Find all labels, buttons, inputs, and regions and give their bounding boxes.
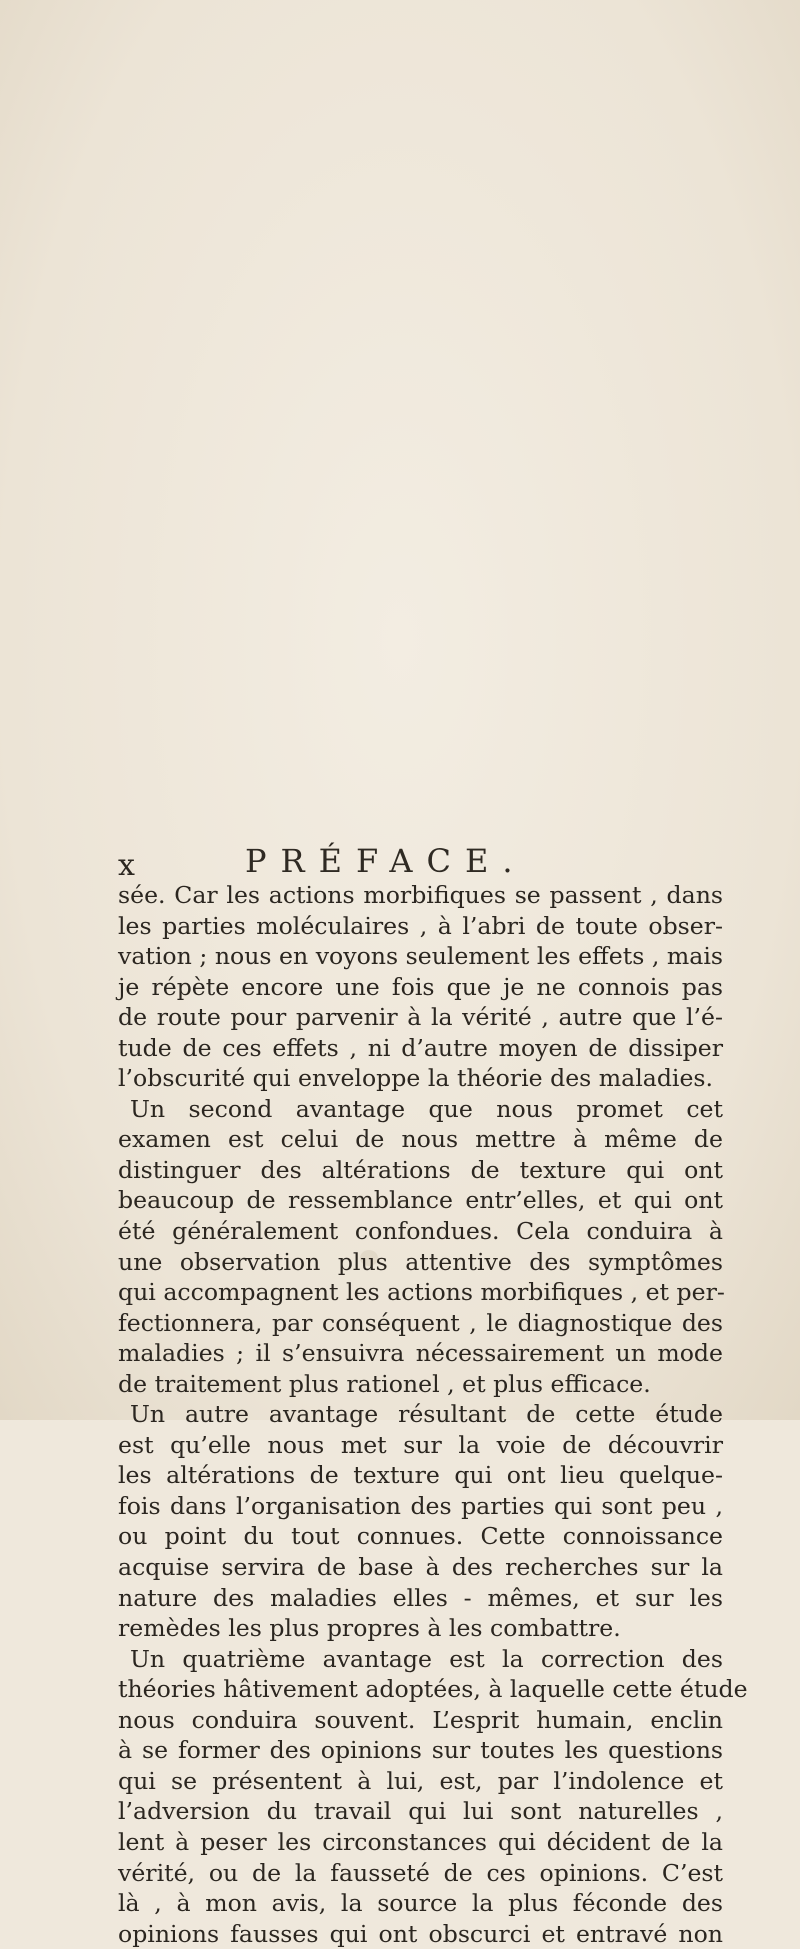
text-line: été généralement confondues. Cela conduira à [118,1217,723,1246]
text-line: lent à peser les circonstances qui décident de la [118,1827,723,1856]
text-line: à se former des opinions sur toutes les questions [118,1736,723,1765]
text-line: distinguer des altérations de texture qui ont [118,1155,723,1184]
text-line: là , à mon avis, la source la plus féconde des [118,1889,723,1918]
text-line: beaucoup de ressemblance entr’elles, et qui ont [118,1186,723,1215]
text-line: ou point du tout connues. Cette connoissance [118,1522,723,1551]
text-line: remèdes les plus propres à les combattre. [118,1614,621,1643]
text-line: l’obscurité qui enveloppe la théorie des maladies. [118,1064,714,1093]
text-line: Un autre avantage résultant de cette étude [130,1400,723,1429]
text-line: qui se présentent à lui, est, par l’indolence et [118,1766,723,1795]
text-line: Un quatrième avantage est la correction des [130,1644,723,1673]
text-line: opinions fausses qui ont obscurci et entravé non [118,1919,723,1948]
running-head: PRÉFACE. [245,842,527,880]
text-line: vation ; nous en voyons seulement les effets , mais [118,942,723,971]
text-line: maladies ; il s’ensuivra nécessairement un mode [118,1339,723,1368]
text-line: je répète encore une fois que je ne connois pas [118,972,723,1001]
text-line: fectionnera, par conséquent , le diagnostique des [118,1308,723,1337]
text-line: une observation plus attentive des symptômes [118,1247,723,1276]
text-line: acquise servira de base à des recherches sur la [118,1553,723,1582]
text-line: nous conduira souvent. L’esprit humain, enclin [118,1705,723,1734]
text-line: examen est celui de nous mettre à même de [118,1125,723,1154]
page-folio: x [118,848,135,883]
text-line: les parties moléculaires , à l’abri de toute obser- [118,911,723,940]
text-line: de traitement plus rationel , et plus efficace. [118,1369,651,1398]
text-line: fois dans l’organisation des parties qui sont peu , [118,1491,723,1520]
text-line: sée. Car les actions morbifiques se passent , dans [118,881,723,909]
text-line: nature des maladies elles - mêmes, et sur les [118,1583,723,1612]
text-line: est qu’elle nous met sur la voie de découvrir [118,1430,723,1459]
text-line: de route pour parvenir à la vérité , autre que l’é- [118,1003,723,1032]
text-line: l’adversion du travail qui lui sont naturelles , [118,1797,723,1826]
text-line: tude de ces effets , ni d’autre moyen de dissiper [118,1033,723,1062]
text-line: Un second avantage que nous promet cet [130,1094,723,1123]
text-line: qui accompagnent les actions morbifiques , et per- [118,1278,725,1307]
text-line: vérité, ou de la fausseté de ces opinions. C’est [118,1858,723,1887]
text-line: théories hâtivement adoptées, à laquelle cette étude [118,1675,748,1704]
text-line: les altérations de texture qui ont lieu quelque- [118,1461,723,1490]
body-text [118,880,748,1949]
